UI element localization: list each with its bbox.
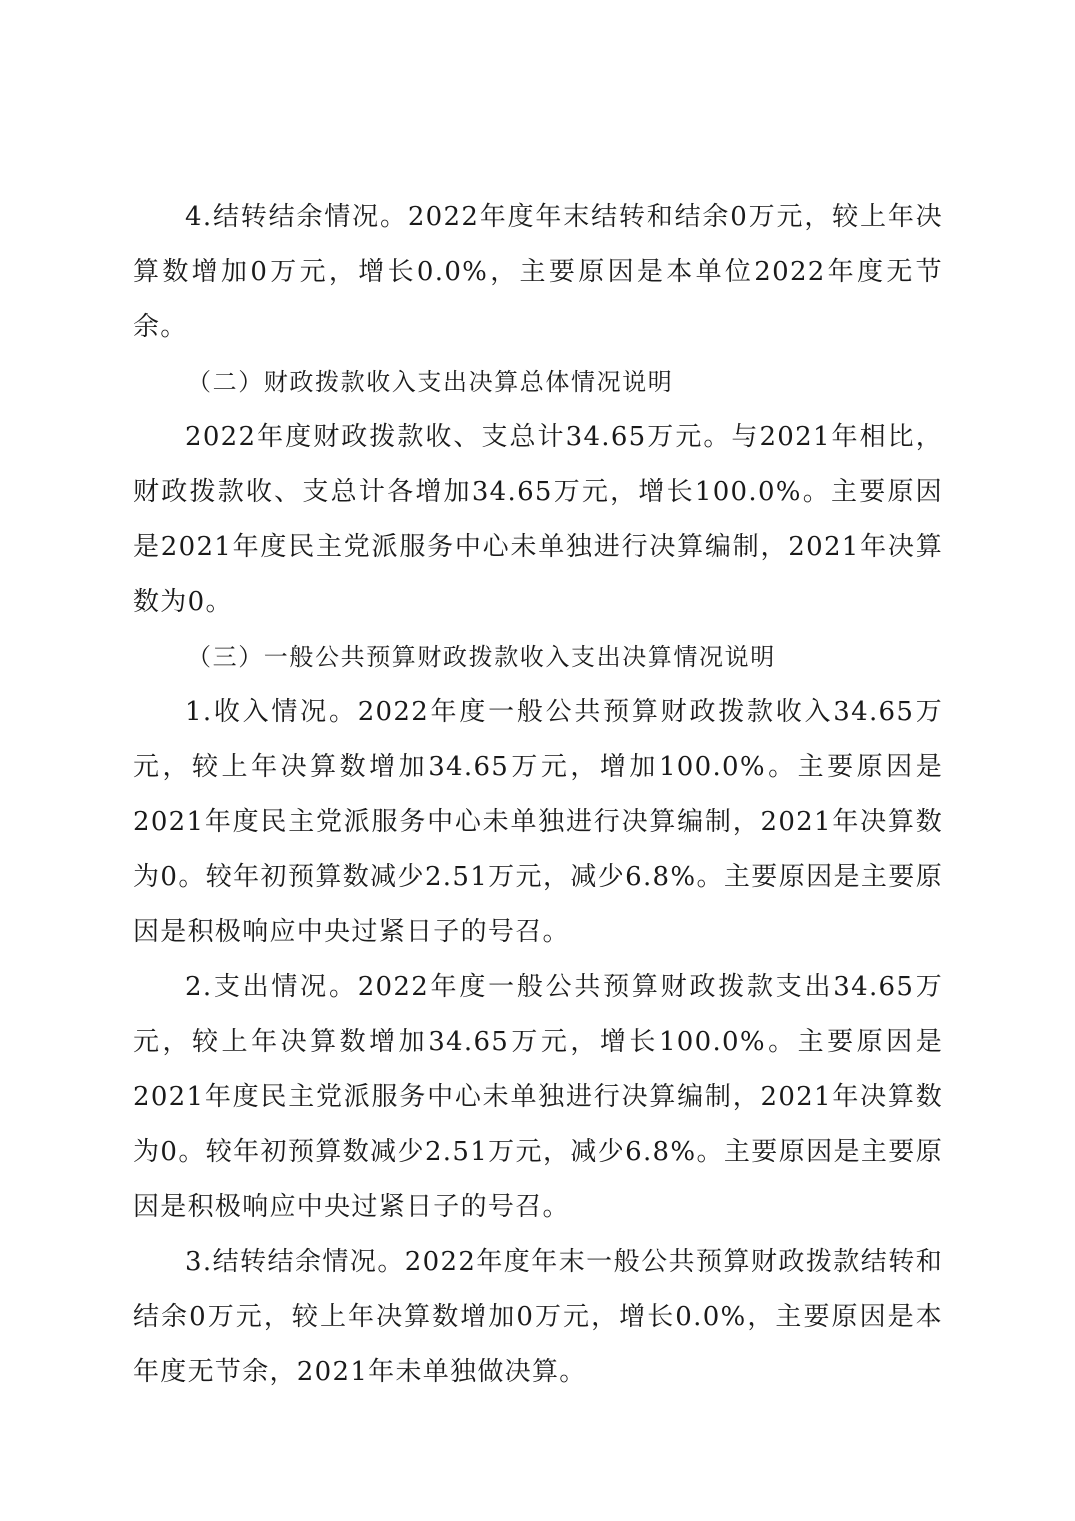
paragraph-income: 1.收入情况。2022年度一般公共预算财政拨款收入34.65万元，较上年决算数增加34.65万元，增加100.0%。主要原因是2021年度民主党派服务中心未单独进行决算编制，2021年决算数为0。较年初预算数减少2.51万元，减少6.8%。主要原因是主要原因是积极响应中央过紧日子的号召。 bbox=[133, 697, 943, 947]
paragraph-carryover-balance-3: 3.结转结余情况。2022年度年末一般公共预算财政拨款结转和结余0万元，较上年决算数增加0万元，增长0.0%，主要原因是本年度无节余，2021年未单独做决算。 bbox=[133, 1247, 943, 1387]
paragraph-expenditure: 2.支出情况。2022年度一般公共预算财政拨款支出34.65万元，较上年决算数增加34.65万元，增长100.0%。主要原因是2021年度民主党派服务中心未单独进行决算编制，2021年决算数为0。较年初预算数减少2.51万元，减少6.8%。主要原因是主要原因是积极响应中央过紧日子的号召。 bbox=[133, 972, 943, 1222]
paragraph-fiscal-total: 2022年度财政拨款收、支总计34.65万元。与2021年相比，财政拨款收、支总计各增加34.65万元，增长100.0%。主要原因是2021年度民主党派服务中心未单独进行决算编制，2021年决算数为0。 bbox=[133, 422, 943, 617]
document-body bbox=[133, 190, 943, 1400]
section-heading-2: （二）财政拨款收入支出决算总体情况说明 bbox=[187, 368, 674, 396]
section-heading-3: （三）一般公共预算财政拨款收入支出决算情况说明 bbox=[187, 643, 776, 671]
paragraph-carryover-balance-4: 4.结转结余情况。2022年度年末结转和结余0万元，较上年决算数增加0万元，增长0.0%，主要原因是本单位2022年度无节余。 bbox=[133, 202, 943, 342]
